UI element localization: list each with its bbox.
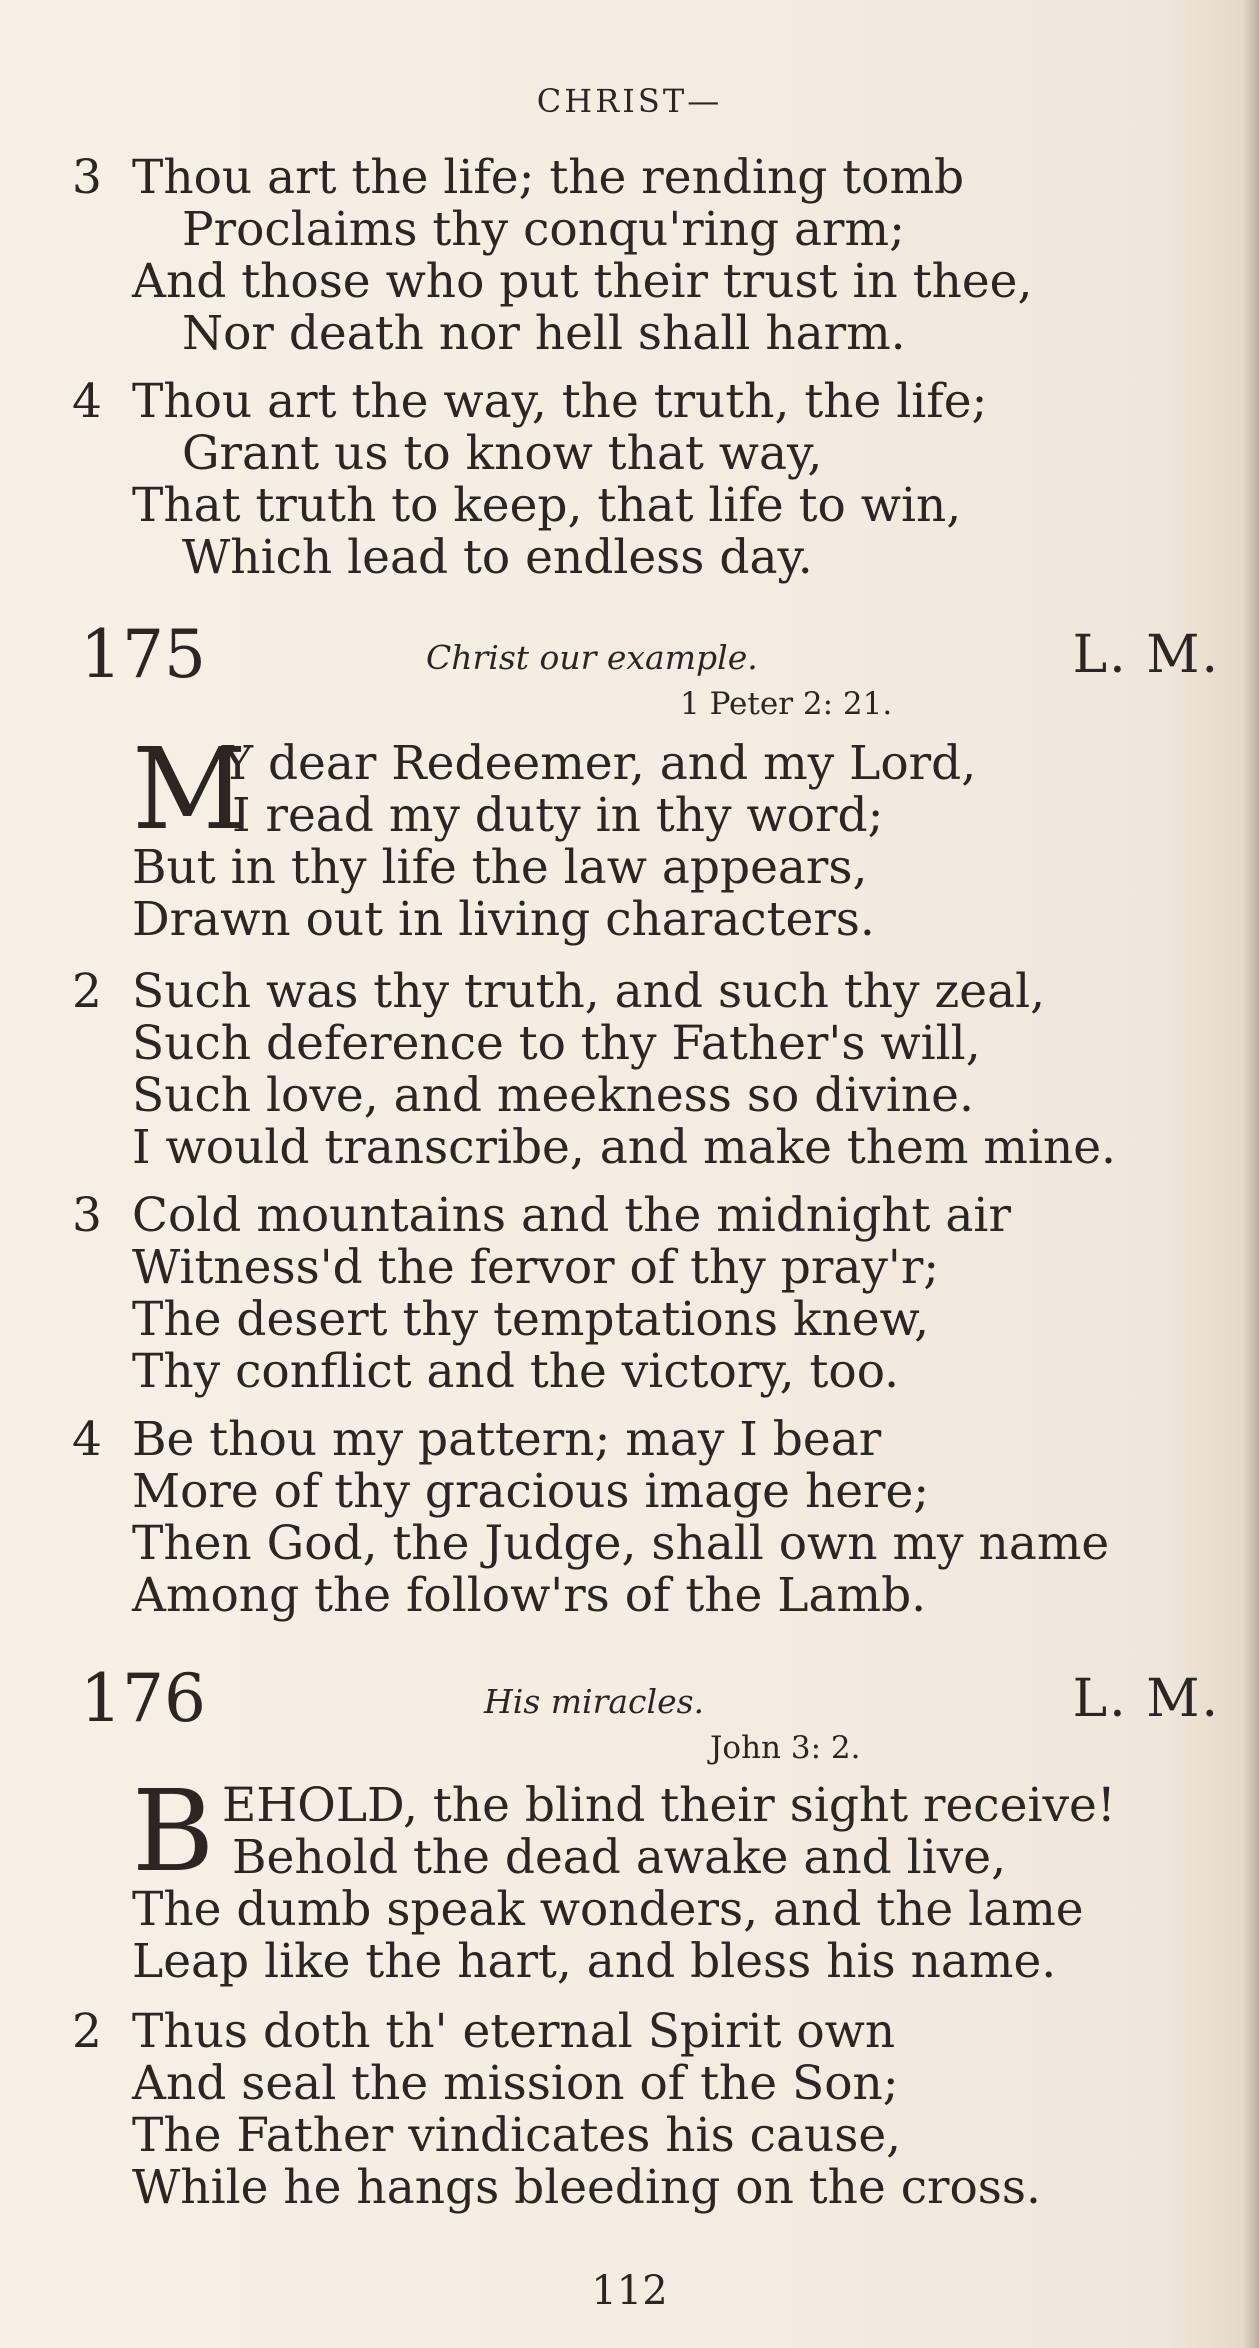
stanza-line: EHOLD, the blind their sight receive! xyxy=(222,1778,1116,1833)
scripture-reference: 1 Peter 2: 21. xyxy=(680,686,893,722)
stanza-line: More of thy gracious image here; xyxy=(132,1464,930,1519)
hymn-number: 176 xyxy=(80,1660,206,1737)
stanza-line: And those who put their trust in thee, xyxy=(132,254,1033,309)
stanza-line: Which lead to endless day. xyxy=(182,530,813,585)
page-number: 112 xyxy=(591,2268,668,2314)
stanza-line: Grant us to know that way, xyxy=(182,426,823,481)
stanza-line: 3 Thou art the life; the rending tomb xyxy=(72,150,965,205)
stanza-line: Leap like the hart, and bless his name. xyxy=(132,1934,1057,1989)
stanza-line: That truth to keep, that life to win, xyxy=(132,478,962,533)
stanza-number: 2 xyxy=(72,964,102,1019)
stanza-line: Thy conflict and the victory, too. xyxy=(132,1344,900,1399)
hymn-175-stanza-4 xyxy=(72,1412,1220,1623)
stanza-line: But in thy life the law appears, xyxy=(132,840,868,895)
stanza-line: 3 Cold mountains and the midnight air xyxy=(72,1188,1011,1243)
stanza-number: 3 xyxy=(72,150,102,205)
stanza-line: Y dear Redeemer, and my Lord, xyxy=(222,736,977,791)
stanza-number: 4 xyxy=(72,1412,102,1467)
stanza-line: Among the follow'rs of the Lamb. xyxy=(132,1568,927,1623)
stanza-line: Drawn out in living characters. xyxy=(132,892,875,947)
stanza-line: Proclaims thy conqu'ring arm; xyxy=(182,202,905,257)
stanza-line: Behold the dead awake and live, xyxy=(232,1830,1007,1885)
running-head: CHRIST— xyxy=(536,82,723,120)
hymn-175-stanza-1 xyxy=(80,725,1220,947)
hymn-176-header xyxy=(80,1660,1220,1774)
stanza-line: The dumb speak wonders, and the lame xyxy=(132,1882,1084,1937)
stanza-line: Nor death nor hell shall harm. xyxy=(182,306,906,361)
stanza-line: And seal the mission of the Son; xyxy=(132,2056,899,2111)
stanza-number: 4 xyxy=(72,374,102,429)
drop-cap: B xyxy=(132,1767,215,1897)
stanza-line: I read my duty in thy word; xyxy=(232,788,884,843)
stanza-line: While he hangs bleeding on the cross. xyxy=(132,2160,1041,2215)
hymn-175-header xyxy=(80,616,1220,730)
hymn-title: His miracles. xyxy=(484,1682,705,1721)
stanza-line: 4 Be thou my pattern; may I bear xyxy=(72,1412,882,1467)
stanza-line: 2 Such was thy truth, and such thy zeal, xyxy=(72,964,1046,1019)
hymn-meter: L. M. xyxy=(1072,625,1220,685)
hymn-175-stanza-3 xyxy=(72,1188,1220,1399)
hymn-176-stanza-1 xyxy=(80,1767,1220,1989)
page-edge-shadow xyxy=(1243,0,1259,2348)
stanza-line: 2 Thus doth th' eternal Spirit own xyxy=(72,2004,896,2059)
hymn-176-stanza-2 xyxy=(72,2004,1220,2215)
scripture-reference: John 3: 2. xyxy=(710,1730,861,1766)
stanza-line: The Father vindicates his cause, xyxy=(132,2108,902,2163)
stanza-line: Such love, and meekness so divine. xyxy=(132,1068,974,1123)
hymn-number: 175 xyxy=(80,616,206,693)
hymn-title: Christ our example. xyxy=(426,638,758,677)
hymn-meter: L. M. xyxy=(1072,1669,1220,1729)
hymn-175-stanza-2 xyxy=(72,964,1220,1175)
stanza-line: Such deference to thy Father's will, xyxy=(132,1016,981,1071)
stanza-line: Then God, the Judge, shall own my name xyxy=(132,1516,1110,1571)
stanza-line: 4 Thou art the way, the truth, the life; xyxy=(72,374,988,429)
stanza-number: 2 xyxy=(72,2004,102,2059)
stanza-line: The desert thy temptations knew, xyxy=(132,1292,930,1347)
stanza-line: Witness'd the fervor of thy pray'r; xyxy=(132,1240,940,1295)
stanza-number: 3 xyxy=(72,1188,102,1243)
continued-stanza-4 xyxy=(72,374,1220,585)
drop-cap: M xyxy=(132,725,247,855)
continued-stanza-3 xyxy=(72,150,1220,361)
stanza-line: I would transcribe, and make them mine. xyxy=(132,1120,1116,1175)
